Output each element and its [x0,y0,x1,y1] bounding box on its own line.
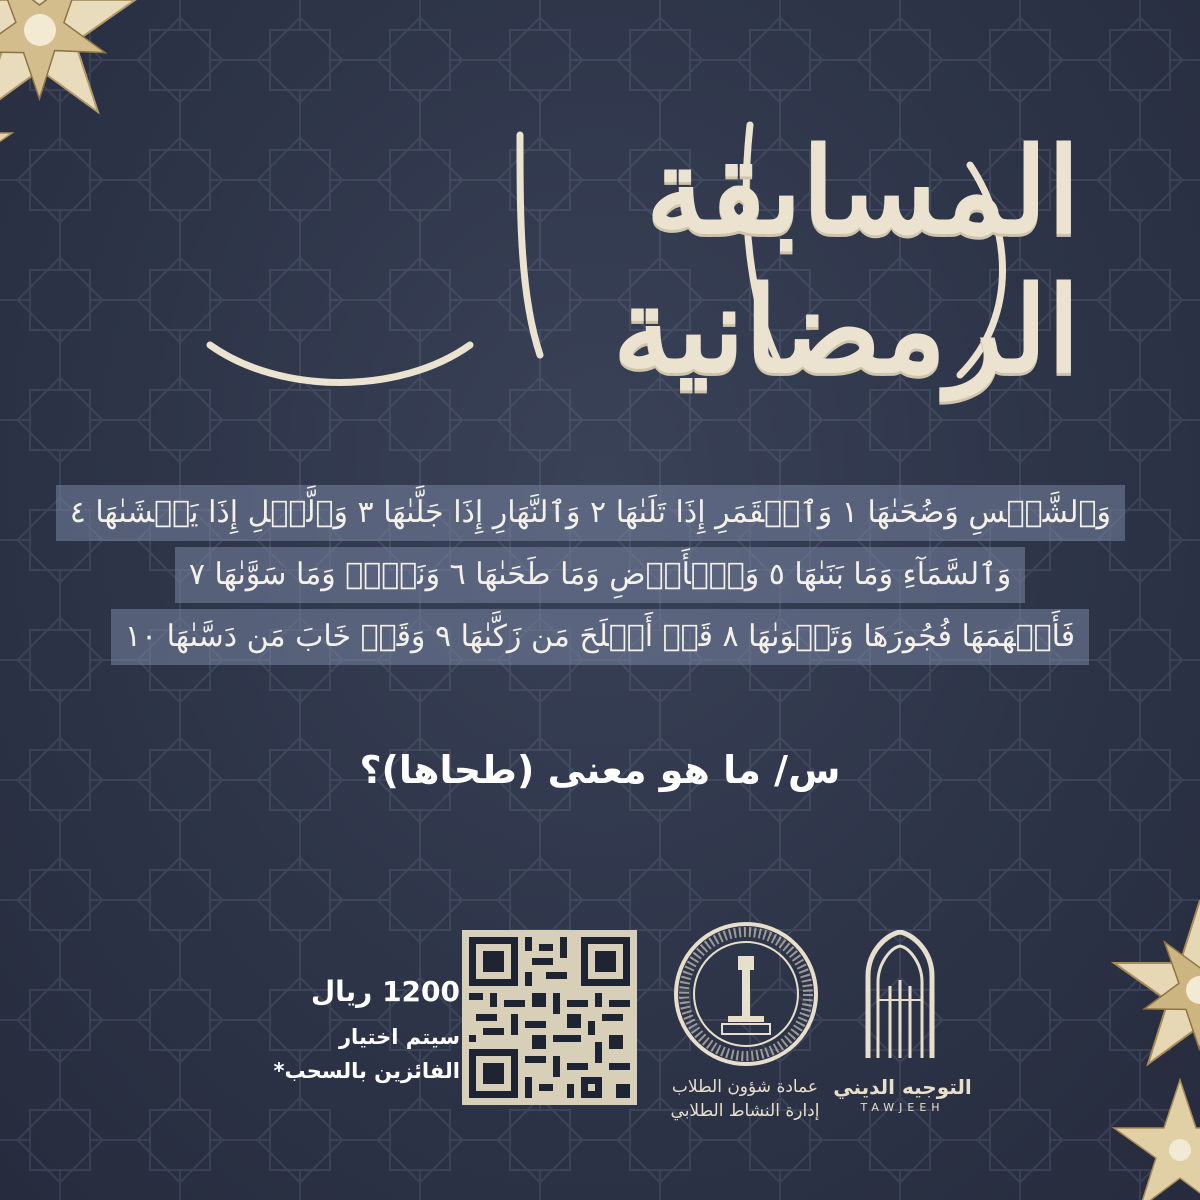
tawjeeh-arabic: التوجيه الديني [833,1075,972,1099]
prize-note-line-2: الفائزين بالسحب* [273,1059,460,1083]
kfupm-line-1: عمادة شؤون الطلاب [671,1077,819,1097]
prize-note-line-1: سيتم اختيار [338,1025,460,1049]
kfupm-logo [672,920,820,1068]
verse-line-2: وَٱلسَّمَآءِ وَمَا بَنَىٰهَا ٥ وَٱلۡأَرۡضِ وَمَا طَحَىٰهَا ٦ وَنَفۡسٖ وَمَا سَوَّىٰهَا ٧ [175,547,1025,603]
tawjeeh-branding [830,1075,975,1114]
question-text: س/ ما هو معنى (طحاها)؟ [359,748,841,792]
qr-code[interactable] [462,930,637,1105]
page-title: المسابقة الرمضانية [612,121,1080,399]
kfupm-line-2: إدارة النشاط الطلابي [670,1101,820,1121]
verse-line-3: فَأَلۡهَمَهَا فُجُورَهَا وَتَقۡوَىٰهَا ٨ قَدۡ أَفۡلَحَ مَن زَكَّىٰهَا ٩ وَقَدۡ خَابَ مَن دَسَّىٰهَا ١٠ [111,609,1089,665]
prize-amount: 1200 ريال [310,975,460,1008]
verses-block [69,485,1125,671]
tawjeeh-english: TAWJEEH [860,1101,945,1114]
prize-info [250,975,460,1088]
tawjeeh-logo [858,930,942,1058]
verse-line-1: وَٱلشَّمۡسِ وَضُحَىٰهَا ١ وَٱلۡقَمَرِ إِذَا تَلَىٰهَا ٢ وَٱلنَّهَارِ إِذَا جَلَّىٰهَا ٣ وَٱلَّيۡلِ إِذَا يَغۡشَىٰهَا ٤ [56,485,1125,541]
kfupm-department [640,1075,850,1123]
title-block [140,95,1080,425]
ornament-bottom-right [1070,900,1200,1200]
